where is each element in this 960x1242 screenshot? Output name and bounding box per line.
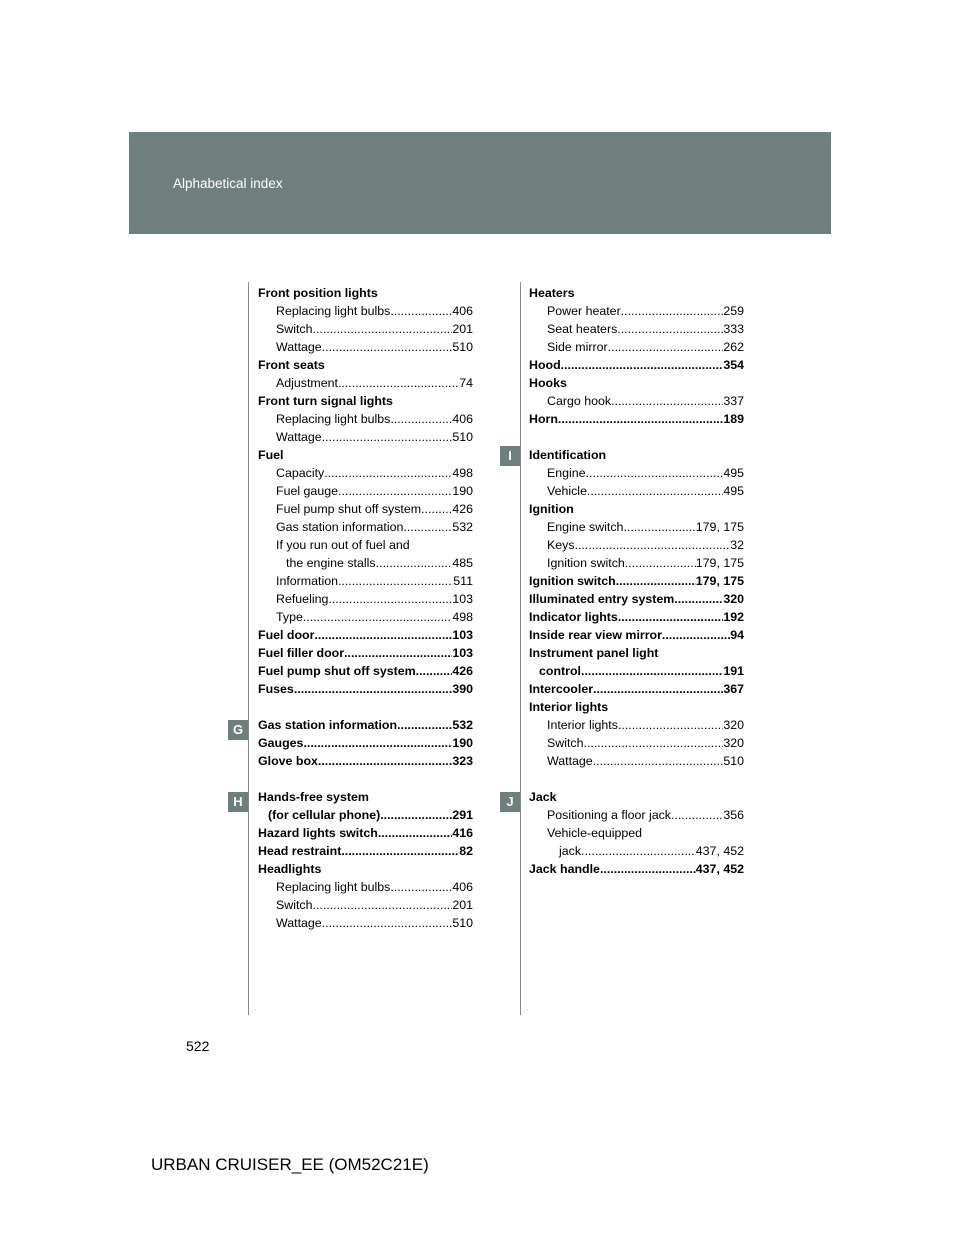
entry-label: Wattage — [547, 754, 593, 768]
leader-dots — [378, 824, 453, 842]
left-column-rule — [248, 282, 249, 1015]
page-ref: 179, 175 — [695, 574, 744, 588]
page-ref: 532 — [452, 718, 473, 732]
leader-dots — [318, 752, 452, 770]
index-entry[interactable] — [529, 662, 744, 680]
leader-dots — [587, 482, 723, 500]
index-entry[interactable] — [529, 572, 744, 590]
leader-dots — [397, 716, 452, 734]
entry-label: Fuel pump shut off system — [258, 664, 416, 678]
leader-dots — [324, 464, 452, 482]
page-ref: 406 — [452, 412, 473, 426]
entry-label: Horn — [529, 412, 558, 426]
entry-label: Capacity — [276, 466, 325, 480]
page-ref: 32 — [730, 538, 744, 552]
index-entry[interactable] — [529, 806, 744, 824]
index-entry[interactable] — [258, 428, 473, 446]
leader-dots — [611, 392, 723, 410]
page-ref: 354 — [723, 358, 744, 372]
index-entry[interactable] — [529, 356, 744, 374]
index-entry[interactable] — [529, 734, 744, 752]
page-ref: 406 — [452, 304, 473, 318]
index-entry[interactable] — [529, 608, 744, 626]
entry-label: Wattage — [276, 340, 322, 354]
index-entry[interactable] — [258, 842, 473, 860]
index-entry[interactable] — [258, 878, 473, 896]
entry-label: Glove box — [258, 754, 318, 768]
leader-dots — [338, 572, 453, 590]
leader-dots — [561, 356, 724, 374]
page-ref: 320 — [723, 718, 744, 732]
page-ref: 201 — [452, 898, 473, 912]
index-heading: Heaters — [529, 286, 575, 300]
leader-dots — [581, 842, 696, 860]
entry-label: Indicator lights — [529, 610, 618, 624]
page-ref: 262 — [723, 340, 744, 354]
leader-dots — [403, 518, 452, 536]
page-ref: 426 — [452, 664, 473, 678]
page-ref: 416 — [452, 826, 473, 840]
page-ref: 74 — [459, 376, 473, 390]
entry-label: Refueling — [276, 592, 329, 606]
index-entry[interactable] — [258, 374, 473, 392]
header-title: Alphabetical index — [173, 176, 283, 191]
index-entry[interactable] — [529, 716, 744, 734]
page-ref: 495 — [723, 484, 744, 498]
index-entry[interactable] — [529, 482, 744, 500]
entry-label: Information — [276, 574, 338, 588]
leader-dots — [421, 500, 452, 518]
index-tab-g[interactable]: G — [228, 720, 248, 740]
page-ref: 406 — [452, 880, 473, 894]
page-ref: 333 — [723, 322, 744, 336]
entry-label: Jack handle — [529, 862, 600, 876]
page-ref: 94 — [730, 628, 744, 642]
page-ref: 320 — [723, 736, 744, 750]
leader-dots — [584, 734, 724, 752]
page-ref: 103 — [452, 646, 473, 660]
leader-dots — [416, 662, 453, 680]
index-heading: Interior lights — [529, 700, 609, 714]
index-heading: Instrument panel light — [529, 646, 659, 660]
leader-dots — [593, 752, 724, 770]
leader-dots — [313, 896, 453, 914]
page-ref: 495 — [723, 466, 744, 480]
index-entry[interactable] — [529, 536, 744, 554]
leader-dots — [338, 374, 459, 392]
page-ref: 511 — [453, 574, 473, 588]
entry-label: Adjustment — [276, 376, 338, 390]
page-ref: 189 — [723, 412, 744, 426]
leader-dots — [618, 716, 723, 734]
index-entry[interactable] — [529, 320, 744, 338]
index-heading: Fuel — [258, 448, 284, 462]
index-entry[interactable] — [258, 320, 473, 338]
index-heading: Front seats — [258, 358, 325, 372]
entry-label: Vehicle-equipped — [547, 826, 643, 840]
entry-label: Type — [276, 610, 303, 624]
leader-dots — [618, 608, 724, 626]
index-entry[interactable] — [258, 680, 473, 698]
index-entry[interactable] — [258, 338, 473, 356]
leader-dots — [608, 338, 724, 356]
leader-dots — [328, 590, 452, 608]
index-entry[interactable] — [529, 554, 744, 572]
page-ref: 179, 175 — [695, 556, 744, 570]
index-entry[interactable] — [258, 824, 473, 842]
index-entry[interactable] — [258, 662, 473, 680]
index-tab-i[interactable]: I — [500, 446, 520, 466]
index-heading: Jack — [529, 790, 557, 804]
index-heading: Hooks — [529, 376, 567, 390]
entry-label: Replacing light bulbs — [276, 880, 391, 894]
page-ref: 510 — [452, 340, 473, 354]
index-entry[interactable] — [258, 752, 473, 770]
page-ref: 498 — [452, 466, 473, 480]
page-ref: 103 — [452, 592, 473, 606]
index-entry[interactable] — [529, 410, 744, 428]
leader-dots — [625, 554, 696, 572]
page-ref: 485 — [452, 556, 473, 570]
entry-label: Wattage — [276, 430, 322, 444]
entry-label: Switch — [276, 322, 313, 336]
leader-dots — [662, 626, 730, 644]
page-ref: 82 — [459, 844, 473, 858]
leader-dots — [390, 410, 452, 428]
entry-label: Fuses — [258, 682, 294, 696]
entry-label: Engine — [547, 466, 586, 480]
leader-dots — [322, 338, 453, 356]
entry-label: Hood — [529, 358, 561, 372]
index-entry[interactable] — [529, 752, 744, 770]
entry-label: Wattage — [276, 916, 322, 930]
page-ref: 337 — [723, 394, 744, 408]
entry-label: (for cellular phone) — [268, 808, 381, 822]
entry-label: Engine switch — [547, 520, 624, 534]
index-heading: Headlights — [258, 862, 322, 876]
leader-dots — [586, 464, 724, 482]
index-entry[interactable] — [258, 590, 473, 608]
index-entry[interactable] — [258, 716, 473, 734]
entry-label: Positioning a floor jack — [547, 808, 671, 822]
page-ref: 510 — [723, 754, 744, 768]
entry-label: Gas station information — [258, 718, 398, 732]
page-ref: 510 — [452, 916, 473, 930]
page-ref: 437, 452 — [695, 862, 744, 876]
index-entry[interactable] — [258, 644, 473, 662]
entry-label: Switch — [276, 898, 313, 912]
leader-dots — [674, 590, 723, 608]
entry-label: Intercooler — [529, 682, 594, 696]
index-entry[interactable] — [258, 554, 473, 572]
leader-dots — [616, 572, 696, 590]
page-ref: 367 — [723, 682, 744, 696]
leader-dots — [390, 878, 452, 896]
leader-dots — [380, 806, 452, 824]
entry-label: Fuel gauge — [276, 484, 339, 498]
entry-label: Ignition switch — [529, 574, 616, 588]
entry-label: Seat heaters — [547, 322, 618, 336]
page-ref: 259 — [723, 304, 744, 318]
page-number: 522 — [186, 1038, 210, 1054]
index-tab-j[interactable]: J — [500, 792, 520, 812]
index-tab-h[interactable]: H — [228, 792, 248, 812]
entry-label: Replacing light bulbs — [276, 304, 391, 318]
index-entry[interactable] — [529, 590, 744, 608]
entry-label: Interior lights — [547, 718, 618, 732]
entry-label: Keys — [547, 538, 575, 552]
index-entry[interactable] — [258, 914, 473, 932]
index-entry[interactable] — [529, 392, 744, 410]
index-entry[interactable] — [529, 842, 744, 860]
index-entry[interactable] — [258, 572, 473, 590]
entry-label: Hazard lights switch — [258, 826, 378, 840]
index-heading: Identification — [529, 448, 607, 462]
leader-dots — [558, 410, 723, 428]
leader-dots — [341, 842, 459, 860]
leader-dots — [294, 680, 453, 698]
leader-dots — [600, 860, 696, 878]
section-gap — [258, 770, 473, 788]
entry-label: If you run out of fuel and — [276, 538, 410, 552]
entry-label: Switch — [547, 736, 584, 750]
page-ref: 192 — [723, 610, 744, 624]
section-gap — [529, 428, 744, 446]
index-entry[interactable] — [529, 680, 744, 698]
index-heading: Hands-free system — [258, 790, 369, 804]
section-gap — [258, 698, 473, 716]
leader-dots — [338, 482, 452, 500]
entry-label: Gas station information — [276, 520, 404, 534]
index-entry[interactable] — [258, 500, 473, 518]
leader-dots — [303, 608, 452, 626]
index-entry[interactable] — [258, 464, 473, 482]
entry-label: Gauges — [258, 736, 304, 750]
index-entry[interactable] — [529, 518, 744, 536]
entry-label: Fuel filler door — [258, 646, 345, 660]
entry-label: Power heater — [547, 304, 621, 318]
leader-dots — [344, 644, 452, 662]
entry-label: Fuel pump shut off system — [276, 502, 422, 516]
index-entry[interactable] — [258, 626, 473, 644]
index-entry[interactable] — [529, 338, 744, 356]
page-ref: 103 — [452, 628, 473, 642]
page-ref: 191 — [723, 664, 744, 678]
right-column-rule — [520, 282, 521, 1015]
page-ref: 179, 175 — [695, 520, 744, 534]
page-ref: 390 — [452, 682, 473, 696]
entry-label: Ignition switch — [547, 556, 625, 570]
entry-label: Side mirror — [547, 340, 608, 354]
entry-label: Inside rear view mirror — [529, 628, 662, 642]
header-bar — [129, 132, 831, 234]
entry-label: jack — [559, 844, 582, 858]
leader-dots — [322, 914, 453, 932]
index-entry[interactable] — [529, 464, 744, 482]
leader-dots — [581, 662, 723, 680]
leader-dots — [671, 806, 723, 824]
page-ref: 426 — [452, 502, 473, 516]
section-gap — [529, 770, 744, 788]
leader-dots — [313, 320, 453, 338]
index-heading: Front position lights — [258, 286, 378, 300]
entry-label: control — [539, 664, 581, 678]
page-ref: 510 — [452, 430, 473, 444]
index-entry[interactable] — [258, 410, 473, 428]
page-ref: 320 — [723, 592, 744, 606]
index-entry[interactable] — [529, 860, 744, 878]
index-entry[interactable] — [529, 302, 744, 320]
index-entry[interactable] — [258, 896, 473, 914]
leader-dots — [621, 302, 724, 320]
leader-dots — [623, 518, 695, 536]
index-heading: Front turn signal lights — [258, 394, 393, 408]
entry-label: Head restraint — [258, 844, 342, 858]
entry-label: Replacing light bulbs — [276, 412, 391, 426]
leader-dots — [314, 626, 452, 644]
leader-dots — [390, 302, 452, 320]
leader-dots — [376, 554, 453, 572]
page-ref: 190 — [452, 484, 473, 498]
index-entry[interactable] — [258, 302, 473, 320]
entry-label: Illuminated entry system — [529, 592, 675, 606]
leader-dots — [617, 320, 723, 338]
page-ref: 201 — [452, 322, 473, 336]
index-entry[interactable] — [258, 806, 473, 824]
page-ref: 498 — [452, 610, 473, 624]
leader-dots — [575, 536, 731, 554]
page-ref: 437, 452 — [695, 844, 744, 858]
page-ref: 190 — [452, 736, 473, 750]
leader-dots — [303, 734, 452, 752]
index-heading: Ignition — [529, 502, 574, 516]
leader-dots — [322, 428, 453, 446]
footer-model-code: URBAN CRUISER_EE (OM52C21E) — [151, 1155, 429, 1174]
entry-label: Vehicle — [547, 484, 587, 498]
page-ref: 356 — [723, 808, 744, 822]
index-entry[interactable] — [258, 518, 473, 536]
page-ref: 291 — [452, 808, 473, 822]
index-entry[interactable] — [258, 734, 473, 752]
entry-label: Fuel door — [258, 628, 315, 642]
page-ref: 532 — [452, 520, 473, 534]
page-ref: 323 — [452, 754, 473, 768]
leader-dots — [593, 680, 723, 698]
index-column-left — [258, 284, 473, 932]
index-entry[interactable] — [529, 626, 744, 644]
entry-label: Cargo hook — [547, 394, 612, 408]
entry-label: the engine stalls — [286, 556, 376, 570]
index-entry[interactable] — [258, 608, 473, 626]
index-column-right — [529, 284, 744, 878]
index-entry[interactable] — [258, 482, 473, 500]
